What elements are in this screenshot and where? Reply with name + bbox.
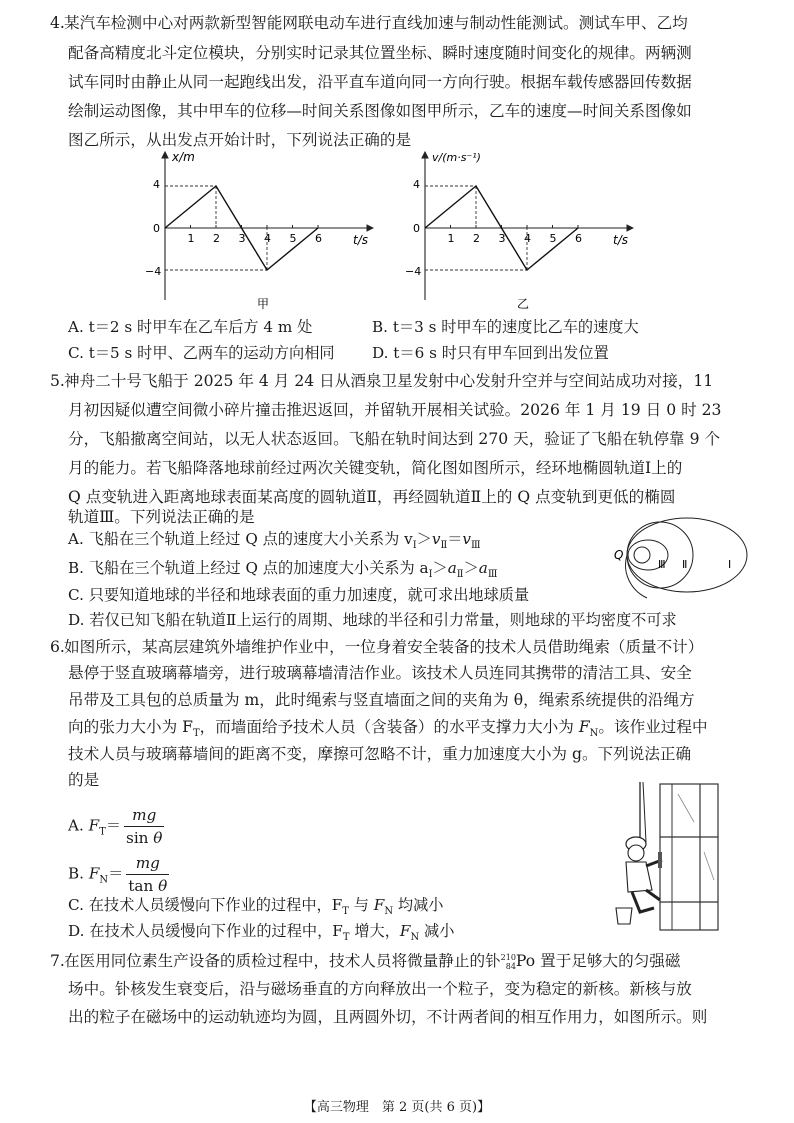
orbit-ii bbox=[627, 522, 693, 588]
q5-line-4: 月的能力。若飞船降落地球前经过两次关键变轨，简化图如图所示，经环地椭圆轨道Ⅰ上的 bbox=[68, 459, 683, 477]
label-q: Q bbox=[614, 548, 624, 562]
q7-line-2: 场中。钋核发生衰变后，沿与磁场垂直的方向释放出一个粒子，变为稳定的新核。新核与放 bbox=[68, 980, 692, 998]
yi-x-tick-4: 4 bbox=[524, 232, 531, 245]
q6-line-4: 向的张力大小为 $F_T$，而墙面给予技术人员（含装备）的水平支撑力大小为 $F_N$。该作业过程中 bbox=[68, 718, 708, 740]
earth bbox=[634, 547, 650, 563]
jia-origin-label: 0 bbox=[153, 222, 160, 235]
worker-head bbox=[628, 845, 644, 861]
q7-line-3: 出的粒子在磁场中的运动轨迹均为圆，且两圆外切，不计两者间的相互作用力，如图所示。则 bbox=[68, 1008, 708, 1026]
q4-option-a[interactable]: A. t＝2 s 时甲车在乙车后方 4 m 处 bbox=[68, 318, 313, 336]
jia-x-tick-4: 4 bbox=[264, 232, 271, 245]
q4-line-5: 图乙所示，从出发点开始计时，下列说法正确的是 bbox=[68, 131, 412, 149]
q6-line-1: 如图所示，某高层建筑外墙维护作业中，一位身着安全装备的技术人员借助绳索（质量不计） bbox=[64, 638, 704, 656]
q6-option-c[interactable]: C. 在技术人员缓慢向下作业的过程中，$F_T$ 与 $F_N$ 均减小 bbox=[68, 896, 444, 918]
q4-line-4: 绘制运动图像，其中甲车的位移—时间关系图像如图甲所示，乙车的速度—时间关系图像如 bbox=[68, 102, 692, 120]
graph-yi bbox=[405, 148, 645, 313]
orbit-diagram bbox=[612, 510, 762, 600]
q6-line-4-text: 向的张力大小为 F bbox=[68, 718, 193, 736]
label-i: Ⅰ bbox=[728, 558, 732, 571]
label-iii: Ⅲ bbox=[658, 558, 666, 571]
jia-x-label: t/s bbox=[353, 233, 368, 247]
yi-x-tick-5: 5 bbox=[549, 232, 557, 245]
q6-line-5: 技术人员与玻璃幕墙间的距离不变，摩擦可忽略不计，重力加速度大小为 g。下列说法正确 bbox=[68, 745, 692, 763]
label-ii: Ⅱ bbox=[682, 558, 688, 571]
q7-line-1-text: 在医用同位素生产设备的质检过程中，技术人员将微量静止的钋 bbox=[64, 952, 501, 970]
page-footer: 【高三物理 第 2 页(共 6 页)】 bbox=[303, 1100, 491, 1115]
q5-line-2: 月初因疑似遭空间微小碎片撞击推迟返回，并留轨开展相关试验。2026 年 1 月 19 日 0 时 23 bbox=[68, 401, 722, 419]
q5-line-6: 轨道Ⅲ。下列说法正确的是 bbox=[68, 508, 255, 526]
q5-option-a[interactable]: A. 飞船在三个轨道上经过 Q 点的速度大小关系为 $v_Ⅰ>v_Ⅱ=v_Ⅲ$ bbox=[68, 530, 481, 552]
q5-line-5: Q 点变轨进入距离地球表面某高度的圆轨道Ⅱ，再经圆轨道Ⅱ上的 Q 点变轨到更低的椭圆 bbox=[68, 488, 676, 506]
worker-illustration bbox=[612, 782, 722, 932]
orbit-i bbox=[627, 518, 747, 592]
yi-caption: 乙 bbox=[517, 297, 530, 311]
graph-jia bbox=[145, 148, 385, 313]
q6-number: 6. bbox=[50, 638, 65, 656]
q4-number: 4. bbox=[50, 14, 65, 32]
yi-y-tick-neg4: −4 bbox=[405, 265, 422, 278]
jia-y-tick-neg4: −4 bbox=[145, 265, 162, 278]
q7-number: 7. bbox=[50, 952, 65, 970]
yi-y-tick-4: 4 bbox=[413, 178, 420, 191]
bucket bbox=[616, 908, 632, 924]
q4-option-d[interactable]: D. t＝6 s 时只有甲车回到出发位置 bbox=[372, 344, 609, 362]
q4-line-2: 配备高精度北斗定位模块，分别实时记录其位置坐标、瞬时速度随时间变化的规律。两辆测 bbox=[68, 44, 692, 62]
q5-option-b-text: B. 飞船在三个轨道上经过 Q 点的加速度大小关系为 a bbox=[68, 559, 429, 577]
q4-line-1: 某汽车检测中心对两款新型智能网联电动车进行直线加速与制动性能测试。测试车甲、乙均 bbox=[64, 14, 688, 32]
q6-option-b[interactable]: B. $F_N=$ $\frac{mg}{\text{tan θ}}$ bbox=[68, 854, 168, 895]
q5-option-a-text: A. 飞船在三个轨道上经过 Q 点的速度大小关系为 v bbox=[68, 530, 413, 548]
jia-x-tick-1: 1 bbox=[187, 232, 195, 245]
jia-caption: 甲 bbox=[257, 297, 270, 311]
yi-x-tick-2: 2 bbox=[473, 232, 480, 245]
q5-option-d[interactable]: D. 若仅已知飞船在轨道Ⅱ上运行的周期、地球的半径和引力常量，则地球的平均密度不可求 bbox=[68, 611, 677, 629]
yi-origin-label: 0 bbox=[413, 222, 420, 235]
q5-line-3: 分，飞船撤离空间站，以无人状态返回。飞船在轨时间达到 270 天，验证了飞船在轨停靠 9 个 bbox=[68, 430, 721, 448]
q6-option-a[interactable]: A. $F_T=$ $\frac{mg}{\text{sin θ}}$ bbox=[68, 806, 163, 847]
jia-x-tick-2: 2 bbox=[213, 232, 220, 245]
q4-option-b[interactable]: B. t＝3 s 时甲车的速度比乙车的速度大 bbox=[372, 318, 639, 336]
yi-y-label: v/(m·s⁻¹) bbox=[432, 151, 481, 164]
q5-option-c[interactable]: C. 只要知道地球的半径和地球表面的重力加速度，就可求出地球质量 bbox=[68, 586, 530, 604]
q5-line-1: 神舟二十号飞船于 2025 年 4 月 24 日从酒泉卫星发射中心发射升空并与空间站成功对接，11 bbox=[64, 372, 714, 390]
squeegee bbox=[658, 852, 662, 868]
yi-x-tick-1: 1 bbox=[447, 232, 455, 245]
jia-x-tick-3: 3 bbox=[238, 232, 246, 245]
jia-y-tick-4: 4 bbox=[153, 178, 160, 191]
q6-option-d[interactable]: D. 在技术人员缓慢向下作业的过程中，$F_T$ 增大，$F_N$ 减小 bbox=[68, 922, 455, 944]
yi-x-label: t/s bbox=[613, 233, 628, 247]
q4-line-3: 试车同时由静止从同一起跑线出发，沿平直车道向同一方向行驶。根据车载传感器回传数据 bbox=[68, 73, 692, 91]
yi-x-tick-6: 6 bbox=[575, 232, 582, 245]
q4-option-c[interactable]: C. t＝5 s 时甲、乙两车的运动方向相同 bbox=[68, 344, 335, 362]
q6-line-3: 吊带及工具包的总质量为 m，此时绳索与竖直墙面之间的夹角为 θ，绳索系统提供的沿绳方 bbox=[68, 691, 695, 709]
q6-line-6: 的是 bbox=[68, 771, 100, 789]
yi-x-tick-3: 3 bbox=[498, 232, 506, 245]
jia-y-label: x/m bbox=[172, 150, 195, 164]
jia-x-tick-5: 5 bbox=[289, 232, 297, 245]
q6-option-d-text: D. 在技术人员缓慢向下作业的过程中，F bbox=[68, 922, 343, 940]
q5-number: 5. bbox=[50, 372, 65, 390]
q7-line-1: 在医用同位素生产设备的质检过程中，技术人员将微量静止的钋 210 84 Po 置于足够大的匀强磁 bbox=[64, 952, 681, 971]
jia-x-tick-6: 6 bbox=[315, 232, 322, 245]
q6-option-c-text: C. 在技术人员缓慢向下作业的过程中，F bbox=[68, 896, 343, 914]
q5-option-b[interactable]: B. 飞船在三个轨道上经过 Q 点的加速度大小关系为 $a_Ⅰ>a_Ⅱ>a_Ⅲ$ bbox=[68, 559, 498, 581]
q6-line-2: 悬停于竖直玻璃幕墙旁，进行玻璃幕墙清洁作业。该技术人员连同其携带的清洁工具、安全 bbox=[68, 664, 692, 682]
descent-path bbox=[626, 555, 647, 598]
